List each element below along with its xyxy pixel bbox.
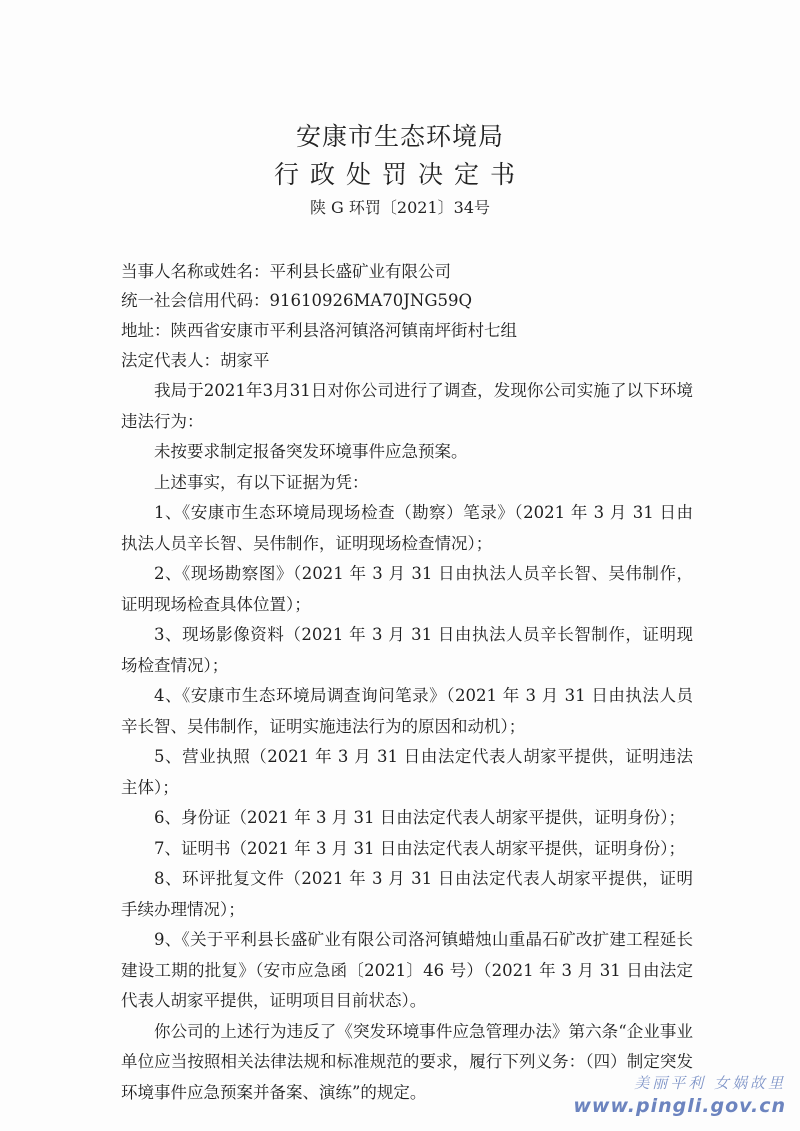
legal-representative-line: 法定代表人：胡家平 bbox=[121, 351, 270, 370]
evidence-item-8: 8、环评批复文件（2021 年 3 月 31 日由法定代表人胡家平提供，证明手续办理情况）； bbox=[121, 869, 693, 919]
evidence-item-9: 9、《关于平利县长盛矿业有限公司洛河镇蜡烛山重晶石矿改扩建工程延长建设工期的批复》（安市应急函〔2021〕46 号）（2021 年 3 月 31 日由法定代表人胡家平提供，证明项目目前状态）。 bbox=[121, 930, 693, 1010]
evidence-item-5: 5、营业执照（2021 年 3 月 31 日由法定代表人胡家平提供，证明违法主体）； bbox=[121, 747, 693, 797]
watermark-slogan: 美丽平利 女娲故里 bbox=[634, 1074, 786, 1092]
address-line: 地址：陕西省安康市平利县洛河镇洛河镇南坪街村七组 bbox=[121, 321, 517, 340]
document-number: 陕 G 环罚〔2021〕34号 bbox=[309, 198, 491, 217]
document-type-title: 行政处罚决定书 bbox=[273, 160, 526, 189]
violation-paragraph: 未按要求制定报备突发环境事件应急预案。 bbox=[154, 442, 468, 461]
evidence-item-2: 2、《现场勘察图》（2021 年 3 月 31 日由执法人员辛长智、吴伟制作，证明现场检查具体位置）； bbox=[121, 564, 693, 614]
evidence-item-4: 4、《安康市生态环境局调查询问笔录》（2021 年 3 月 31 日由执法人员辛长智、吴伟制作，证明实施违法行为的原因和动机）； bbox=[121, 686, 693, 736]
evidence-item-3: 3、现场影像资料（2021 年 3 月 31 日由执法人员辛长智制作，证明现场检查情况）； bbox=[121, 625, 693, 675]
site-watermark bbox=[573, 1072, 786, 1117]
investigation-paragraph: 我局于2021年3月31日对你公司进行了调查，发现你公司实施了以下环境违法行为： bbox=[121, 381, 693, 431]
party-name-line: 当事人名称或姓名：平利县长盛矿业有限公司 bbox=[121, 262, 451, 281]
evidence-item-7: 7、证明书（2021 年 3 月 31 日由法定代表人胡家平提供，证明身份）； bbox=[154, 838, 685, 858]
legal-violation-paragraph: 你公司的上述行为违反了《突发环境事件应急管理办法》第六条“企业事业单位应当按照相关法律法规和标准规范的要求，履行下列义务：（四）制定突发环境事件应急预案并备案、演练”的规定。 bbox=[121, 1021, 693, 1102]
evidence-item-1: 1、《安康市生态环境局现场检查（勘察）笔录》（2021 年 3 月 31 日由执法人员辛长智、吴伟制作，证明现场检查情况）； bbox=[121, 503, 693, 553]
evidence-intro-paragraph: 上述事实，有以下证据为凭： bbox=[154, 472, 369, 492]
issuing-agency-title: 安康市生态环境局 bbox=[295, 122, 504, 151]
watermark-url: www.pingli.gov.cn bbox=[573, 1095, 786, 1117]
document-body bbox=[121, 376, 693, 1108]
credit-code-line: 统一社会信用代码：91610926MA70JNG59Q bbox=[121, 291, 473, 310]
evidence-item-6: 6、身份证（2021 年 3 月 31 日由法定代表人胡家平提供，证明身份）； bbox=[154, 808, 685, 827]
